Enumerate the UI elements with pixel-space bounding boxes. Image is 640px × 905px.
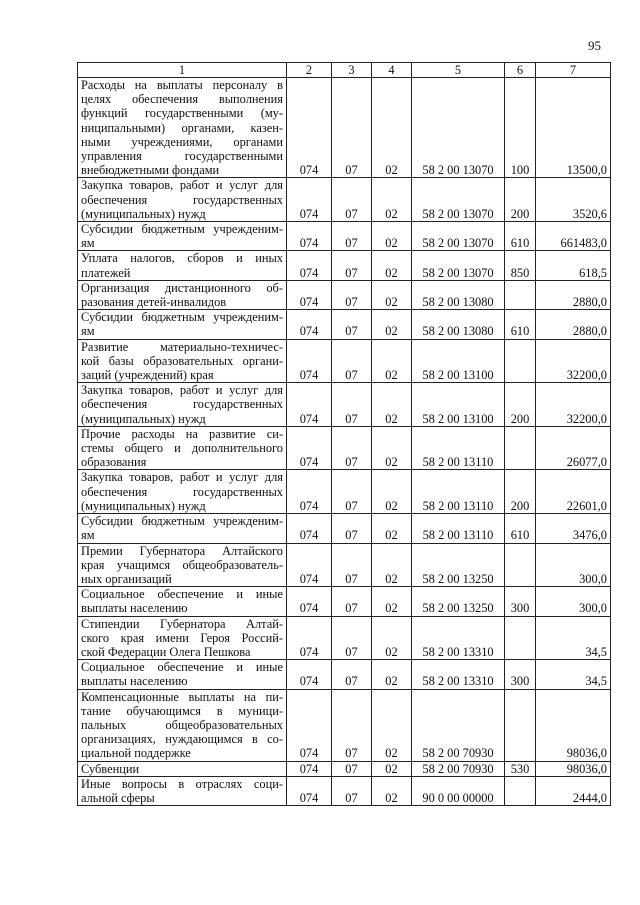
- expense-type-code: [505, 689, 536, 761]
- section-code: 07: [332, 178, 372, 222]
- amount: 32200,0: [536, 339, 611, 383]
- row-description-line: Субвенции: [81, 761, 140, 776]
- subsection-code: 02: [372, 339, 412, 383]
- row-description: [78, 587, 287, 616]
- amount: 34,5: [536, 660, 611, 689]
- amount: 2444,0: [536, 776, 611, 805]
- expense-type-code: 850: [505, 251, 536, 280]
- subsection-code: 02: [372, 426, 412, 470]
- row-description-line: внебюджетными фондами: [81, 163, 220, 178]
- row-description-line: Прочие расходы на развитие си-: [81, 426, 283, 441]
- table-row: [78, 616, 611, 660]
- row-description: [78, 178, 287, 222]
- row-description-line: обеспечения государственных: [81, 192, 283, 207]
- amount: 2880,0: [536, 310, 611, 339]
- row-description: [78, 470, 287, 514]
- target-article-code: 58 2 00 13080: [412, 280, 505, 309]
- subsection-code: 02: [372, 383, 412, 427]
- ministry-code: 074: [287, 514, 332, 543]
- subsection-code: 02: [372, 689, 412, 761]
- subsection-code: 02: [372, 587, 412, 616]
- section-code: 07: [332, 310, 372, 339]
- target-article-code: 58 2 00 13100: [412, 383, 505, 427]
- row-description: [78, 761, 287, 776]
- row-description-line: ниципальными) органами, казен-: [81, 120, 283, 135]
- table-row: [78, 776, 611, 805]
- expense-type-code: 100: [505, 78, 536, 178]
- subsection-code: 02: [372, 222, 412, 251]
- header-col-5: 5: [412, 63, 505, 78]
- subsection-code: 02: [372, 178, 412, 222]
- ministry-code: 074: [287, 310, 332, 339]
- section-code: 07: [332, 339, 372, 383]
- ministry-code: 074: [287, 660, 332, 689]
- amount: 300,0: [536, 543, 611, 587]
- row-description-line: (муниципальных) нужд: [81, 498, 206, 513]
- ministry-code: 074: [287, 339, 332, 383]
- table-row: [78, 426, 611, 470]
- row-description: [78, 543, 287, 587]
- row-description-line: ям: [81, 324, 95, 339]
- row-description-line: обеспечения государственных: [81, 397, 283, 412]
- ministry-code: 074: [287, 587, 332, 616]
- section-code: 07: [332, 761, 372, 776]
- ministry-code: 074: [287, 689, 332, 761]
- row-description: [78, 222, 287, 251]
- row-description: [78, 78, 287, 178]
- row-description-line: Закупка товаров, работ и услуг для: [81, 178, 283, 193]
- target-article-code: 58 2 00 13100: [412, 339, 505, 383]
- section-code: 07: [332, 587, 372, 616]
- row-description-line: Субсидии бюджетным учрежденим-: [81, 514, 283, 529]
- subsection-code: 02: [372, 660, 412, 689]
- row-description-line: Организация дистанционного об-: [81, 280, 283, 295]
- page-number: 95: [588, 38, 601, 53]
- table-row: [78, 470, 611, 514]
- table-row: [78, 514, 611, 543]
- ministry-code: 074: [287, 616, 332, 660]
- target-article-code: 58 2 00 13250: [412, 543, 505, 587]
- expense-type-code: [505, 543, 536, 587]
- row-description: [78, 660, 287, 689]
- table-row: [78, 310, 611, 339]
- expense-type-code: [505, 339, 536, 383]
- amount: 661483,0: [536, 222, 611, 251]
- expense-type-code: 530: [505, 761, 536, 776]
- expense-type-code: 200: [505, 470, 536, 514]
- expense-type-code: 610: [505, 310, 536, 339]
- row-description-line: Развитие материально-техничес-: [81, 339, 283, 354]
- budget-table: [77, 62, 611, 806]
- row-description: [78, 616, 287, 660]
- amount: 3476,0: [536, 514, 611, 543]
- row-description-line: выплаты населению: [81, 601, 188, 616]
- target-article-code: 58 2 00 13310: [412, 660, 505, 689]
- expense-type-code: 610: [505, 222, 536, 251]
- row-description-line: (муниципальных) нужд: [81, 206, 206, 221]
- expense-type-code: [505, 616, 536, 660]
- row-description-line: ям: [81, 528, 95, 543]
- subsection-code: 02: [372, 78, 412, 178]
- row-description-line: обеспечения государственных: [81, 484, 283, 499]
- ministry-code: 074: [287, 251, 332, 280]
- table-row: [78, 178, 611, 222]
- ministry-code: 074: [287, 383, 332, 427]
- row-description-line: организациях, нуждающимся в со-: [81, 732, 283, 747]
- target-article-code: 58 2 00 70930: [412, 761, 505, 776]
- row-description: [78, 251, 287, 280]
- expense-type-code: 200: [505, 383, 536, 427]
- row-description-line: тание обучающимся в муници-: [81, 703, 283, 718]
- row-description-line: ных организаций: [81, 571, 172, 586]
- row-description-line: образования: [81, 455, 147, 470]
- row-description-line: кой базы образовательных органи-: [81, 353, 283, 368]
- amount: 32200,0: [536, 383, 611, 427]
- section-code: 07: [332, 660, 372, 689]
- table-row: [78, 543, 611, 587]
- row-description-line: пальных общеобразовательных: [81, 717, 283, 732]
- section-code: 07: [332, 78, 372, 178]
- table-row: [78, 78, 611, 178]
- row-description-line: Субсидии бюджетным учрежденим-: [81, 222, 283, 237]
- target-article-code: 90 0 00 00000: [412, 776, 505, 805]
- amount: 34,5: [536, 616, 611, 660]
- row-description-line: Компенсационные выплаты на пи-: [81, 689, 283, 704]
- row-description-line: ям: [81, 236, 95, 251]
- row-description-line: Уплата налогов, сборов и иных: [81, 251, 283, 266]
- target-article-code: 58 2 00 13110: [412, 426, 505, 470]
- ministry-code: 074: [287, 222, 332, 251]
- subsection-code: 02: [372, 514, 412, 543]
- section-code: 07: [332, 222, 372, 251]
- amount: 98036,0: [536, 761, 611, 776]
- row-description-line: разования детей-инвалидов: [81, 295, 227, 310]
- section-code: 07: [332, 251, 372, 280]
- ministry-code: 074: [287, 776, 332, 805]
- section-code: 07: [332, 616, 372, 660]
- target-article-code: 58 2 00 13070: [412, 78, 505, 178]
- section-code: 07: [332, 514, 372, 543]
- target-article-code: 58 2 00 13070: [412, 222, 505, 251]
- subsection-code: 02: [372, 470, 412, 514]
- section-code: 07: [332, 426, 372, 470]
- header-row: [78, 63, 611, 78]
- table-row: [78, 383, 611, 427]
- row-description-line: заций (учреждений) края: [81, 368, 214, 383]
- expense-type-code: [505, 426, 536, 470]
- row-description-line: альной сферы: [81, 790, 155, 805]
- ministry-code: 074: [287, 761, 332, 776]
- expense-type-code: 610: [505, 514, 536, 543]
- row-description-line: Социальное обеспечение и иные: [81, 660, 283, 675]
- amount: 618,5: [536, 251, 611, 280]
- target-article-code: 58 2 00 13070: [412, 251, 505, 280]
- header-col-4: 4: [372, 63, 412, 78]
- table-row: [78, 587, 611, 616]
- table-row: [78, 761, 611, 776]
- row-description: [78, 514, 287, 543]
- header-col-1: 1: [78, 63, 287, 78]
- table-row: [78, 689, 611, 761]
- header-col-2: 2: [287, 63, 332, 78]
- subsection-code: 02: [372, 776, 412, 805]
- row-description: [78, 339, 287, 383]
- section-code: 07: [332, 543, 372, 587]
- expense-type-code: 300: [505, 587, 536, 616]
- table-body: [78, 78, 611, 806]
- target-article-code: 58 2 00 13250: [412, 587, 505, 616]
- row-description-line: ской Федерации Олега Пешкова: [81, 644, 251, 659]
- table-row: [78, 280, 611, 309]
- row-description-line: выплаты населению: [81, 674, 188, 689]
- row-description-line: стемы общего и дополнительного: [81, 441, 283, 456]
- table-row: [78, 339, 611, 383]
- target-article-code: 58 2 00 13070: [412, 178, 505, 222]
- target-article-code: 58 2 00 13310: [412, 616, 505, 660]
- header-col-3: 3: [332, 63, 372, 78]
- amount: 98036,0: [536, 689, 611, 761]
- subsection-code: 02: [372, 616, 412, 660]
- header-col-6: 6: [505, 63, 536, 78]
- expense-type-code: [505, 776, 536, 805]
- amount: 2880,0: [536, 280, 611, 309]
- section-code: 07: [332, 383, 372, 427]
- row-description: [78, 383, 287, 427]
- section-code: 07: [332, 776, 372, 805]
- table-row: [78, 251, 611, 280]
- row-description-line: Премии Губернатора Алтайского: [81, 543, 283, 558]
- table-row: [78, 660, 611, 689]
- section-code: 07: [332, 470, 372, 514]
- row-description: [78, 776, 287, 805]
- row-description-line: Стипендии Губернатора Алтай-: [81, 616, 283, 631]
- row-description-line: ными учреждениями, органами: [81, 134, 283, 149]
- table-row: [78, 222, 611, 251]
- row-description-line: края учащимся общеобразователь-: [81, 557, 283, 572]
- ministry-code: 074: [287, 426, 332, 470]
- target-article-code: 58 2 00 13110: [412, 470, 505, 514]
- row-description-line: Закупка товаров, работ и услуг для: [81, 470, 283, 485]
- ministry-code: 074: [287, 470, 332, 514]
- amount: 300,0: [536, 587, 611, 616]
- section-code: 07: [332, 689, 372, 761]
- ministry-code: 074: [287, 280, 332, 309]
- expense-type-code: 200: [505, 178, 536, 222]
- section-code: 07: [332, 280, 372, 309]
- subsection-code: 02: [372, 310, 412, 339]
- subsection-code: 02: [372, 280, 412, 309]
- row-description-line: Закупка товаров, работ и услуг для: [81, 383, 283, 398]
- row-description-line: циальной поддержке: [81, 746, 191, 761]
- target-article-code: 58 2 00 13080: [412, 310, 505, 339]
- row-description-line: Расходы на выплаты персоналу в: [81, 78, 283, 92]
- expense-type-code: 300: [505, 660, 536, 689]
- row-description-line: функций государственными (му-: [81, 106, 283, 121]
- expense-type-code: [505, 280, 536, 309]
- row-description-line: (муниципальных) нужд: [81, 411, 206, 426]
- row-description: [78, 689, 287, 761]
- row-description-line: Иные вопросы в отраслях соци-: [81, 776, 283, 791]
- ministry-code: 074: [287, 178, 332, 222]
- subsection-code: 02: [372, 761, 412, 776]
- target-article-code: 58 2 00 13110: [412, 514, 505, 543]
- ministry-code: 074: [287, 78, 332, 178]
- row-description-line: ского края имени Героя Россий-: [81, 630, 283, 645]
- row-description-line: целях обеспечения выполнения: [81, 92, 283, 107]
- header-col-7: 7: [536, 63, 611, 78]
- subsection-code: 02: [372, 543, 412, 587]
- amount: 26077,0: [536, 426, 611, 470]
- row-description-line: Социальное обеспечение и иные: [81, 587, 283, 602]
- amount: 22601,0: [536, 470, 611, 514]
- subsection-code: 02: [372, 251, 412, 280]
- amount: 3520,6: [536, 178, 611, 222]
- row-description: [78, 280, 287, 309]
- ministry-code: 074: [287, 543, 332, 587]
- row-description: [78, 426, 287, 470]
- row-description-line: управления государственными: [81, 149, 283, 164]
- row-description-line: платежей: [81, 265, 131, 280]
- target-article-code: 58 2 00 70930: [412, 689, 505, 761]
- row-description-line: Субсидии бюджетным учрежденим-: [81, 310, 283, 325]
- amount: 13500,0: [536, 78, 611, 178]
- row-description: [78, 310, 287, 339]
